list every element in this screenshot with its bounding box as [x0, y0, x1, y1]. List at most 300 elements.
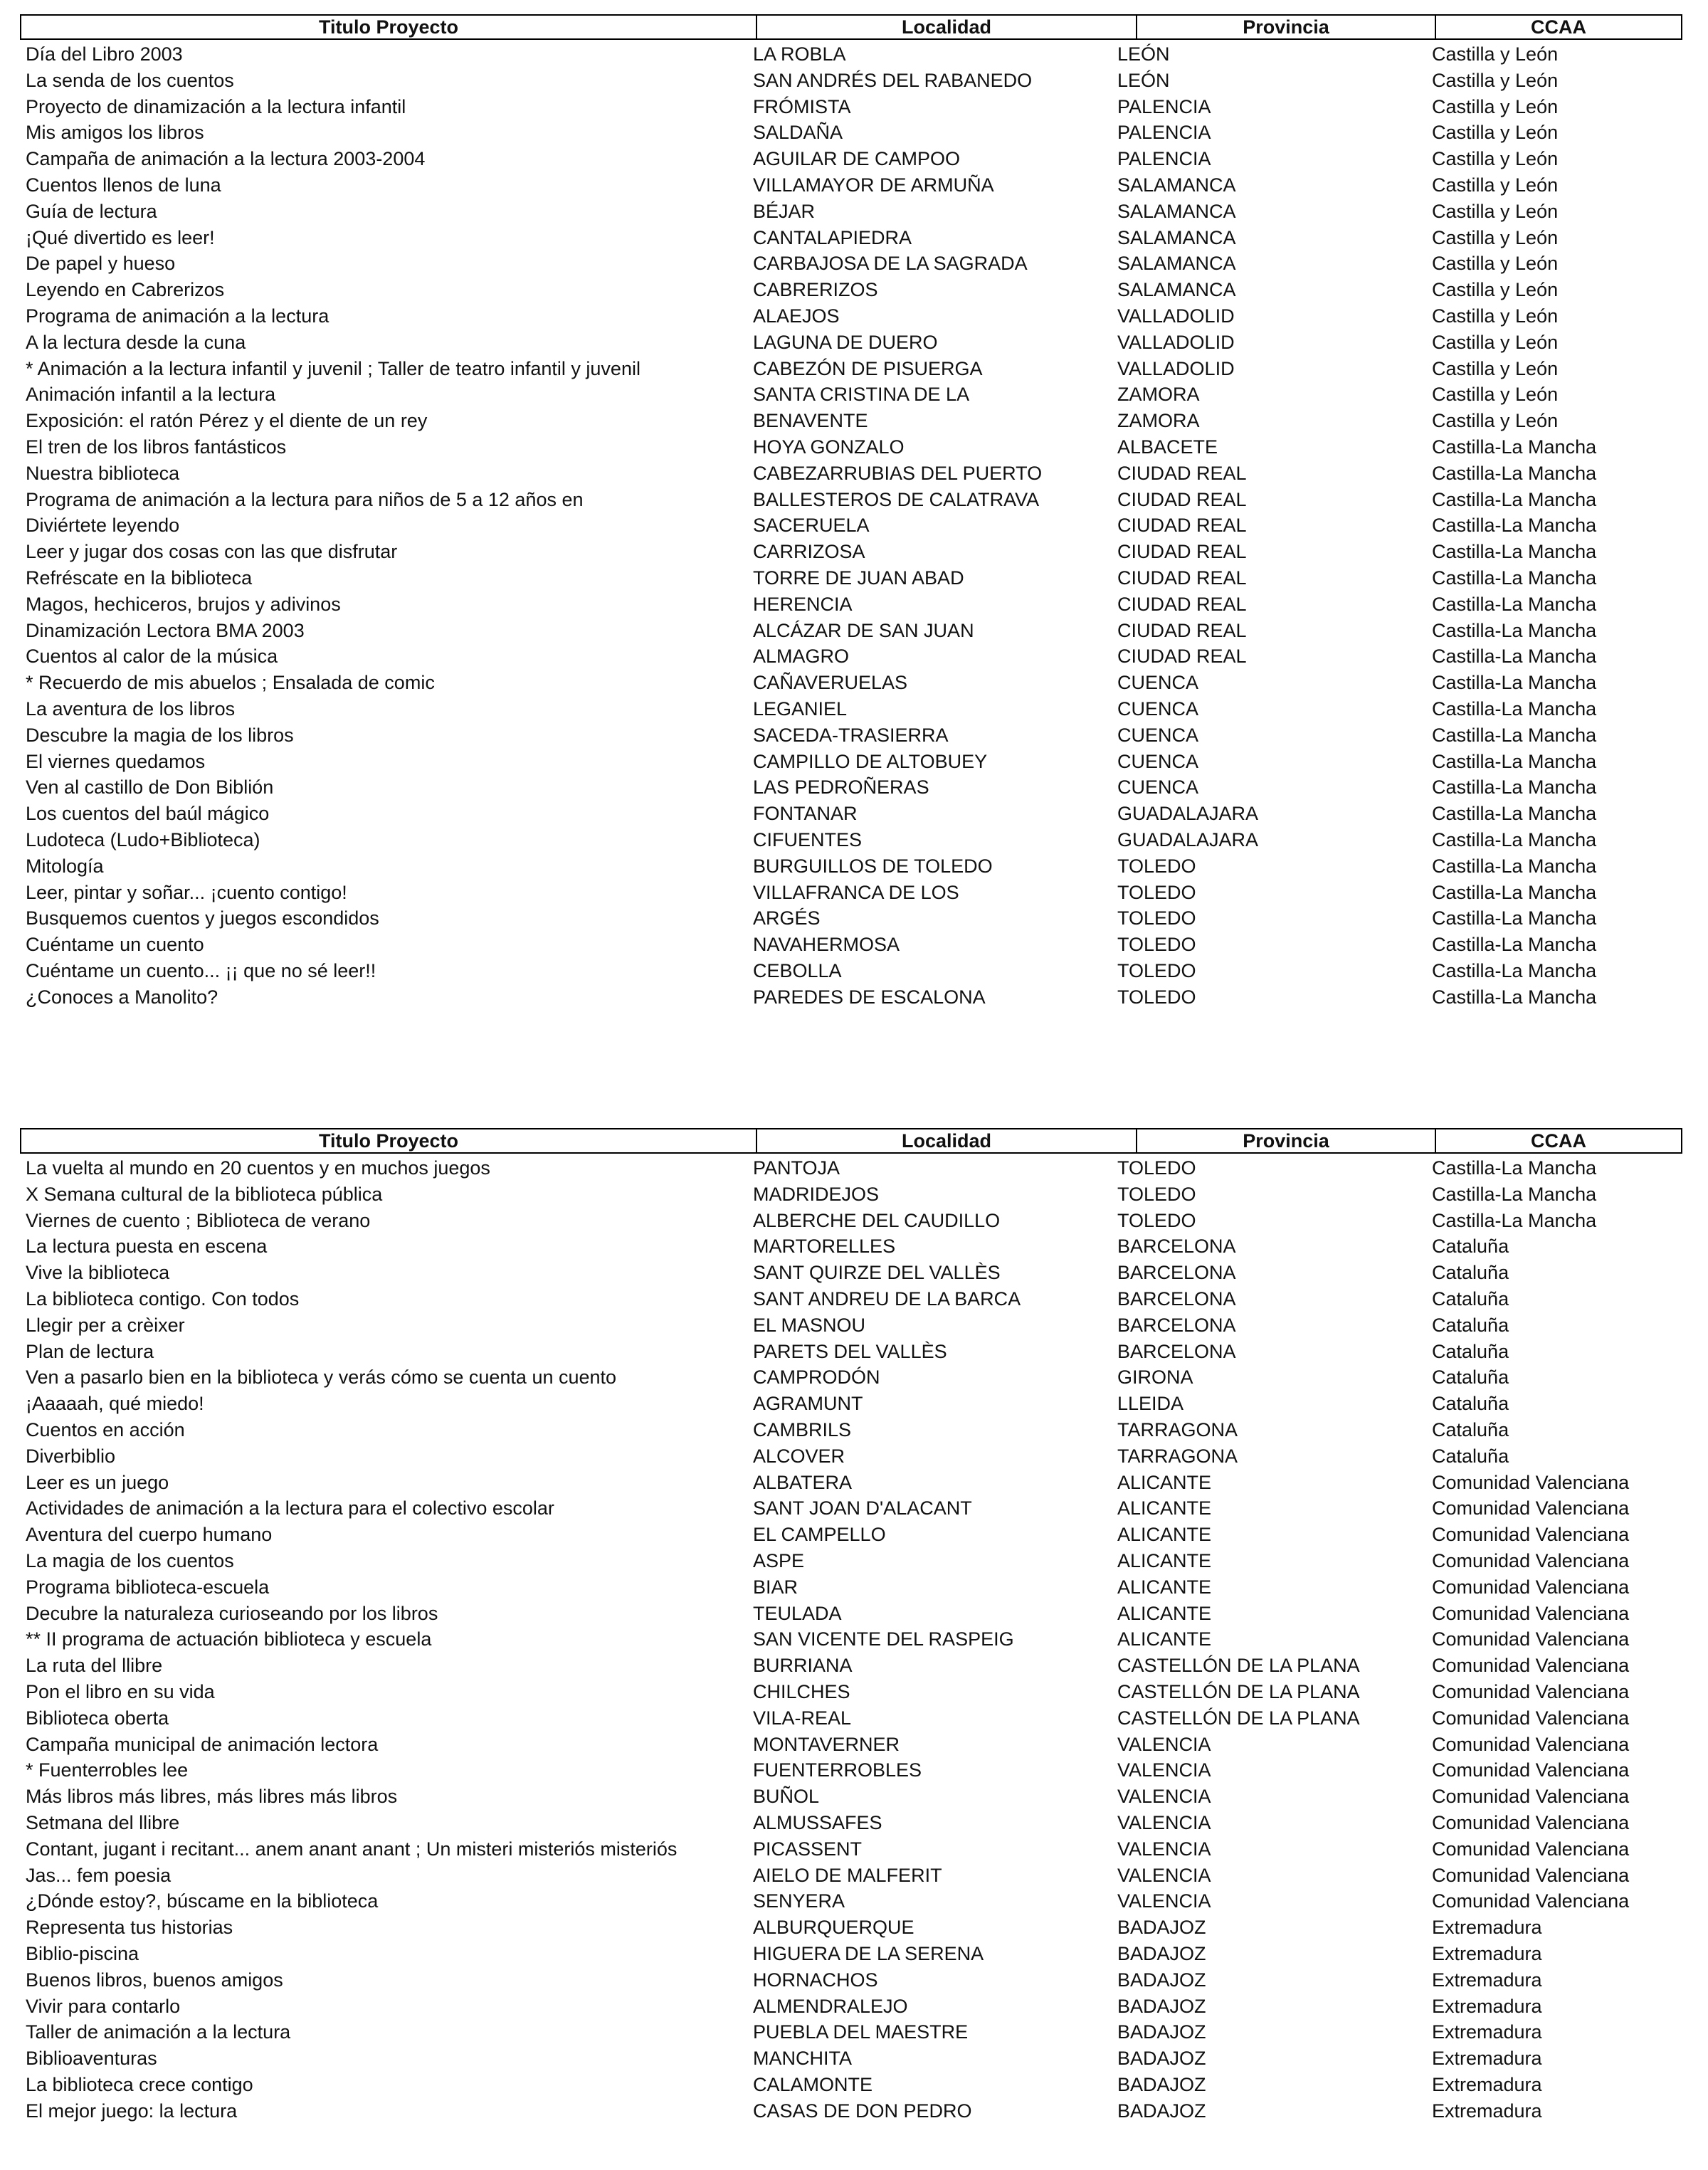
cell-titulo: Representa tus historias [26, 1917, 233, 1939]
cell-titulo: Magos, hechiceros, brujos y adivinos [26, 593, 341, 615]
cell-ccaa: Extremadura [1432, 1917, 1542, 1939]
table-row [0, 801, 1708, 827]
table-row [0, 1784, 1708, 1810]
cell-localidad: VILLAMAYOR DE ARMUÑA [753, 174, 994, 196]
cell-ccaa: Castilla y León [1432, 95, 1559, 117]
table-row [0, 512, 1708, 539]
table-row [0, 1810, 1708, 1836]
header-provincia: Provincia [1137, 1129, 1436, 1152]
cell-localidad: PUEBLA DEL MAESTRE [753, 2021, 969, 2043]
cell-titulo: ¿Conoces a Manolito? [26, 986, 218, 1008]
cell-provincia: BADAJOZ [1117, 2100, 1206, 2122]
cell-provincia: GUADALAJARA [1117, 803, 1259, 825]
cell-titulo: La biblioteca contigo. Con todos [26, 1287, 300, 1310]
cell-localidad: CANTALAPIEDRA [753, 226, 912, 248]
cell-localidad: MONTAVERNER [753, 1733, 900, 1755]
cell-titulo: De papel y hueso [26, 253, 176, 275]
cell-titulo: Pon el libro en su vida [26, 1680, 215, 1702]
table-row [0, 722, 1708, 749]
cell-localidad: HERENCIA [753, 593, 853, 615]
cell-localidad: SANT JOAN D'ALACANT [753, 1497, 972, 1519]
table-row [0, 303, 1708, 330]
cell-localidad: SALDAÑA [753, 122, 843, 144]
cell-titulo: Exposición: el ratón Pérez y el diente de un rey [26, 410, 428, 432]
cell-localidad: LAS PEDROÑERAS [753, 776, 929, 799]
cell-ccaa: Comunidad Valenciana [1432, 1707, 1630, 1729]
cell-provincia: ALICANTE [1117, 1524, 1212, 1546]
table-row [0, 1522, 1708, 1548]
cell-ccaa: Castilla y León [1432, 174, 1559, 196]
cell-localidad: AGRAMUNT [753, 1393, 863, 1415]
cell-provincia: TOLEDO [1117, 1209, 1196, 1231]
header-ccaa: CCAA [1531, 16, 1586, 38]
cell-ccaa: Comunidad Valenciana [1432, 1759, 1630, 1781]
cell-titulo: Taller de animación a la lectura [26, 2021, 291, 2043]
cell-titulo: La ruta del llibre [26, 1655, 163, 1677]
cell-localidad: SANT ANDREU DE LA BARCA [753, 1287, 1021, 1310]
cell-titulo: Cuéntame un cuento [26, 934, 204, 956]
cell-provincia: ALICANTE [1117, 1628, 1212, 1650]
cell-ccaa: Castilla-La Mancha [1432, 1157, 1597, 1179]
table-row [0, 2045, 1708, 2072]
cell-ccaa: Castilla y León [1432, 410, 1559, 432]
cell-provincia: CIUDAD REAL [1117, 462, 1247, 484]
cell-localidad: CAMPRODÓN [753, 1366, 880, 1389]
cell-provincia: SALAMANCA [1117, 200, 1236, 222]
header-localidad: Localidad [757, 1129, 1137, 1152]
table-row [0, 1574, 1708, 1601]
cell-localidad: ARGÉS [753, 907, 821, 929]
cell-titulo: A la lectura desde la cuna [26, 331, 246, 353]
cell-localidad: VILLAFRANCA DE LOS [753, 881, 959, 903]
table-row [0, 539, 1708, 565]
cell-titulo: * Recuerdo de mis abuelos ; Ensalada de comic [26, 672, 435, 694]
cell-provincia: ALICANTE [1117, 1576, 1212, 1598]
cell-provincia: CIUDAD REAL [1117, 619, 1247, 641]
cell-ccaa: Castilla y León [1432, 148, 1559, 170]
cell-titulo: Jas... fem poesia [26, 1864, 172, 1886]
table-row [0, 41, 1708, 68]
cell-provincia: CIUDAD REAL [1117, 646, 1247, 668]
table-row [0, 1208, 1708, 1234]
cell-provincia: CIUDAD REAL [1117, 541, 1247, 563]
cell-provincia: SALAMANCA [1117, 279, 1236, 301]
table-row [0, 1914, 1708, 1941]
cell-localidad: BENAVENTE [753, 410, 868, 432]
table-row [0, 1548, 1708, 1574]
cell-provincia: VALLADOLID [1117, 357, 1235, 379]
cell-provincia: VALENCIA [1117, 1786, 1211, 1808]
cell-localidad: CHILCHES [753, 1680, 850, 1702]
table-row [0, 1941, 1708, 1967]
cell-provincia: CUENCA [1117, 776, 1199, 799]
cell-provincia: ZAMORA [1117, 410, 1200, 432]
cell-ccaa: Extremadura [1432, 2073, 1542, 2095]
cell-provincia: BARCELONA [1117, 1236, 1236, 1258]
cell-provincia: CUENCA [1117, 697, 1199, 720]
table-row [0, 853, 1708, 880]
table-row [0, 225, 1708, 251]
table-row [0, 1443, 1708, 1470]
cell-ccaa: Extremadura [1432, 1995, 1542, 2017]
cell-ccaa: Castilla-La Mancha [1432, 803, 1597, 825]
cell-provincia: CUENCA [1117, 750, 1199, 772]
cell-localidad: CABEZARRUBIAS DEL PUERTO [753, 462, 1043, 484]
cell-localidad: ALBURQUERQUE [753, 1917, 914, 1939]
table-row [0, 643, 1708, 670]
cell-localidad: PANTOJA [753, 1157, 840, 1179]
table-row [0, 984, 1708, 1011]
cell-ccaa: Comunidad Valenciana [1432, 1890, 1630, 1912]
table-row [0, 591, 1708, 618]
cell-ccaa: Comunidad Valenciana [1432, 1628, 1630, 1650]
table-body [0, 41, 1708, 1010]
cell-titulo: Ven al castillo de Don Biblión [26, 776, 274, 799]
cell-provincia: TOLEDO [1117, 1183, 1196, 1205]
projects-table-2 [0, 1128, 1708, 2124]
cell-ccaa: Castilla y León [1432, 305, 1559, 327]
cell-titulo: Vivir para contarlo [26, 1995, 181, 2017]
cell-provincia: BADAJOZ [1117, 2048, 1206, 2070]
cell-provincia: TOLEDO [1117, 1157, 1196, 1179]
table-row [0, 1601, 1708, 1627]
table-row [0, 1155, 1708, 1181]
cell-localidad: CEBOLLA [753, 959, 842, 981]
cell-localidad: CARBAJOSA DE LA SAGRADA [753, 253, 1028, 275]
table-row [0, 1364, 1708, 1391]
cell-titulo: Campaña de animación a la lectura 2003-2004 [26, 148, 426, 170]
cell-provincia: PALENCIA [1117, 148, 1211, 170]
cell-ccaa: Castilla-La Mancha [1432, 567, 1597, 589]
cell-titulo: Diviértete leyendo [26, 515, 180, 537]
cell-localidad: ASPE [753, 1549, 805, 1571]
cell-titulo: ¡Qué divertido es leer! [26, 226, 215, 248]
cell-provincia: VALENCIA [1117, 1864, 1211, 1886]
cell-titulo: Proyecto de dinamización a la lectura infantil [26, 95, 406, 117]
cell-titulo: Animación infantil a la lectura [26, 384, 276, 406]
table-row [0, 1495, 1708, 1522]
cell-provincia: GUADALAJARA [1117, 828, 1259, 850]
cell-titulo: Mis amigos los libros [26, 122, 204, 144]
cell-provincia: BARCELONA [1117, 1340, 1236, 1362]
cell-localidad: BURRIANA [753, 1655, 853, 1677]
header-localidad: Localidad [757, 16, 1137, 38]
cell-titulo: Busquemos cuentos y juegos escondidos [26, 907, 379, 929]
cell-ccaa: Cataluña [1432, 1418, 1509, 1440]
cell-localidad: CAÑAVERUELAS [753, 672, 908, 694]
cell-localidad: PARETS DEL VALLÈS [753, 1340, 947, 1362]
cell-titulo: La biblioteca crece contigo [26, 2073, 253, 2095]
cell-provincia: BADAJOZ [1117, 2073, 1206, 2095]
cell-localidad: ALMENDRALEJO [753, 1995, 908, 2017]
cell-localidad: ALCOVER [753, 1445, 845, 1467]
cell-provincia: PALENCIA [1117, 122, 1211, 144]
cell-localidad: SANTA CRISTINA DE LA [753, 384, 970, 406]
table-row [0, 1181, 1708, 1208]
cell-localidad: BURGUILLOS DE TOLEDO [753, 855, 993, 877]
cell-titulo: Vive la biblioteca [26, 1262, 170, 1284]
cell-titulo: Cuentos en acción [26, 1418, 185, 1440]
table-row [0, 696, 1708, 722]
cell-localidad: CARRIZOSA [753, 541, 865, 563]
cell-ccaa: Castilla-La Mancha [1432, 672, 1597, 694]
cell-ccaa: Castilla y León [1432, 279, 1559, 301]
cell-ccaa: Castilla-La Mancha [1432, 881, 1597, 903]
cell-ccaa: Comunidad Valenciana [1432, 1733, 1630, 1755]
table-row [0, 749, 1708, 775]
cell-titulo: Biblioaventuras [26, 2048, 157, 2070]
cell-localidad: SAN ANDRÉS DEL RABANEDO [753, 69, 1033, 91]
cell-titulo: Leer es un juego [26, 1471, 169, 1493]
cell-provincia: VALLADOLID [1117, 305, 1235, 327]
cell-ccaa: Comunidad Valenciana [1432, 1864, 1630, 1886]
table-row [0, 774, 1708, 801]
cell-titulo: Cuéntame un cuento... ¡¡ que no sé leer!! [26, 959, 376, 981]
table-row [0, 565, 1708, 591]
table-row [0, 1417, 1708, 1443]
cell-ccaa: Castilla y León [1432, 226, 1559, 248]
cell-ccaa: Castilla-La Mancha [1432, 907, 1597, 929]
table-row [0, 1757, 1708, 1784]
cell-provincia: VALENCIA [1117, 1890, 1211, 1912]
cell-ccaa: Castilla-La Mancha [1432, 541, 1597, 563]
table-row [0, 1391, 1708, 1417]
cell-provincia: PALENCIA [1117, 95, 1211, 117]
cell-ccaa: Extremadura [1432, 2100, 1542, 2122]
cell-ccaa: Castilla-La Mancha [1432, 488, 1597, 510]
cell-provincia: CIUDAD REAL [1117, 593, 1247, 615]
cell-provincia: ALICANTE [1117, 1497, 1212, 1519]
cell-titulo: Los cuentos del baúl mágico [26, 803, 270, 825]
cell-titulo: Día del Libro 2003 [26, 43, 183, 65]
cell-ccaa: Castilla y León [1432, 43, 1559, 65]
table-row [0, 2072, 1708, 2098]
cell-localidad: ALAEJOS [753, 305, 840, 327]
cell-titulo: El viernes quedamos [26, 750, 206, 772]
table-row [0, 460, 1708, 487]
table-row [0, 958, 1708, 984]
cell-ccaa: Castilla-La Mancha [1432, 515, 1597, 537]
cell-titulo: Biblioteca oberta [26, 1707, 169, 1729]
cell-ccaa: Cataluña [1432, 1287, 1509, 1310]
cell-provincia: TOLEDO [1117, 907, 1196, 929]
cell-ccaa: Cataluña [1432, 1340, 1509, 1362]
cell-ccaa: Comunidad Valenciana [1432, 1549, 1630, 1571]
cell-localidad: SACEDA-TRASIERRA [753, 724, 949, 746]
cell-provincia: CASTELLÓN DE LA PLANA [1117, 1707, 1360, 1729]
cell-ccaa: Castilla-La Mancha [1432, 697, 1597, 720]
cell-localidad: HORNACHOS [753, 1969, 878, 1991]
table-row [0, 905, 1708, 932]
cell-localidad: TEULADA [753, 1602, 842, 1624]
cell-provincia: ZAMORA [1117, 384, 1200, 406]
cell-ccaa: Comunidad Valenciana [1432, 1786, 1630, 1808]
cell-ccaa: Castilla-La Mancha [1432, 646, 1597, 668]
cell-ccaa: Castilla-La Mancha [1432, 750, 1597, 772]
cell-ccaa: Comunidad Valenciana [1432, 1576, 1630, 1598]
cell-localidad: CABEZÓN DE PISUERGA [753, 357, 983, 379]
cell-titulo: Cuentos al calor de la música [26, 646, 278, 668]
cell-ccaa: Cataluña [1432, 1314, 1509, 1336]
cell-titulo: ¡Aaaaah, qué miedo! [26, 1393, 204, 1415]
cell-localidad: SENYERA [753, 1890, 845, 1912]
cell-provincia: CUENCA [1117, 672, 1199, 694]
cell-localidad: CAMPILLO DE ALTOBUEY [753, 750, 988, 772]
cell-ccaa: Comunidad Valenciana [1432, 1471, 1630, 1493]
cell-titulo: La senda de los cuentos [26, 69, 234, 91]
cell-ccaa: Extremadura [1432, 2021, 1542, 2043]
cell-titulo: ** II programa de actuación biblioteca y escuela [26, 1628, 432, 1650]
cell-titulo: Decubre la naturaleza curioseando por los libros [26, 1602, 438, 1624]
cell-ccaa: Castilla y León [1432, 384, 1559, 406]
table-row [0, 381, 1708, 408]
cell-localidad: NAVAHERMOSA [753, 934, 900, 956]
table-row [0, 1312, 1708, 1339]
cell-titulo: La vuelta al mundo en 20 cuentos y en muchos juegos [26, 1157, 490, 1179]
cell-ccaa: Castilla y León [1432, 357, 1559, 379]
cell-ccaa: Castilla y León [1432, 122, 1559, 144]
table-row [0, 1233, 1708, 1260]
cell-localidad: ALMAGRO [753, 646, 850, 668]
cell-titulo: Leer, pintar y soñar... ¡cuento contigo! [26, 881, 347, 903]
cell-titulo: La lectura puesta en escena [26, 1236, 268, 1258]
cell-titulo: El tren de los libros fantásticos [26, 436, 287, 458]
table-row [0, 1993, 1708, 2020]
cell-titulo: ¿Dónde estoy?, búscame en la biblioteca [26, 1890, 379, 1912]
cell-titulo: * Animación a la lectura infantil y juvenil ; Taller de teatro infantil y juvenil [26, 357, 640, 379]
table-row [0, 1863, 1708, 1889]
cell-localidad: PAREDES DE ESCALONA [753, 986, 986, 1008]
cell-localidad: CASAS DE DON PEDRO [753, 2100, 972, 2122]
cell-titulo: Ven a pasarlo bien en la biblioteca y verás cómo se cuenta un cuento [26, 1366, 617, 1389]
cell-localidad: ALBATERA [753, 1471, 853, 1493]
cell-provincia: ALICANTE [1117, 1549, 1212, 1571]
header-provincia: Provincia [1137, 16, 1436, 38]
table-row [0, 1339, 1708, 1365]
cell-titulo: Viernes de cuento ; Biblioteca de verano [26, 1209, 371, 1231]
table-header [20, 14, 1682, 40]
cell-titulo: Dinamización Lectora BMA 2003 [26, 619, 305, 641]
cell-titulo: Buenos libros, buenos amigos [26, 1969, 283, 1991]
cell-localidad: CAMBRILS [753, 1418, 852, 1440]
cell-localidad: VILA-REAL [753, 1707, 852, 1729]
cell-ccaa: Cataluña [1432, 1445, 1509, 1467]
cell-localidad: BÉJAR [753, 200, 816, 222]
cell-titulo: Ludoteca (Ludo+Biblioteca) [26, 828, 260, 850]
cell-localidad: SANT QUIRZE DEL VALLÈS [753, 1262, 1001, 1284]
table-row [0, 1626, 1708, 1653]
cell-ccaa: Comunidad Valenciana [1432, 1497, 1630, 1519]
table-row [0, 2098, 1708, 2124]
cell-ccaa: Castilla-La Mancha [1432, 436, 1597, 458]
cell-titulo: Leyendo en Cabrerizos [26, 279, 225, 301]
cell-provincia: VALENCIA [1117, 1759, 1211, 1781]
cell-localidad: LA ROBLA [753, 43, 846, 65]
cell-localidad: AIELO DE MALFERIT [753, 1864, 942, 1886]
cell-ccaa: Comunidad Valenciana [1432, 1524, 1630, 1546]
cell-provincia: TOLEDO [1117, 959, 1196, 981]
cell-localidad: FRÓMISTA [753, 95, 851, 117]
cell-ccaa: Castilla-La Mancha [1432, 959, 1597, 981]
cell-ccaa: Castilla-La Mancha [1432, 462, 1597, 484]
cell-titulo: Actividades de animación a la lectura para el colectivo escolar [26, 1497, 554, 1519]
cell-provincia: BADAJOZ [1117, 1995, 1206, 2017]
cell-provincia: VALENCIA [1117, 1733, 1211, 1755]
table-row [0, 1679, 1708, 1705]
cell-ccaa: Castilla-La Mancha [1432, 934, 1597, 956]
cell-localidad: MARTORELLES [753, 1236, 896, 1258]
cell-provincia: BADAJOZ [1117, 1917, 1206, 1939]
cell-ccaa: Comunidad Valenciana [1432, 1655, 1630, 1677]
cell-titulo: La aventura de los libros [26, 697, 236, 720]
header-ccaa: CCAA [1531, 1130, 1586, 1152]
cell-ccaa: Castilla-La Mancha [1432, 855, 1597, 877]
cell-provincia: TOLEDO [1117, 881, 1196, 903]
table-row [0, 94, 1708, 120]
cell-titulo: Nuestra biblioteca [26, 462, 180, 484]
cell-provincia: CIUDAD REAL [1117, 567, 1247, 589]
table-row [0, 251, 1708, 277]
table-row [0, 330, 1708, 356]
table-row [0, 199, 1708, 225]
cell-localidad: ALMUSSAFES [753, 1811, 882, 1833]
cell-ccaa: Castilla y León [1432, 69, 1559, 91]
table-row [0, 932, 1708, 958]
cell-localidad: TORRE DE JUAN ABAD [753, 567, 964, 589]
cell-localidad: BUÑOL [753, 1786, 820, 1808]
table-row [0, 1732, 1708, 1758]
cell-localidad: LAGUNA DE DUERO [753, 331, 938, 353]
cell-localidad: EL MASNOU [753, 1314, 866, 1336]
cell-provincia: CASTELLÓN DE LA PLANA [1117, 1680, 1360, 1702]
cell-provincia: TARRAGONA [1117, 1418, 1238, 1440]
cell-titulo: Campaña municipal de animación lectora [26, 1733, 379, 1755]
cell-ccaa: Cataluña [1432, 1366, 1509, 1389]
cell-ccaa: Castilla-La Mancha [1432, 986, 1597, 1008]
cell-localidad: PICASSENT [753, 1838, 863, 1860]
header-titulo: Titulo Proyecto [21, 1129, 757, 1152]
cell-provincia: CASTELLÓN DE LA PLANA [1117, 1655, 1360, 1677]
table-row [0, 1286, 1708, 1312]
cell-provincia: ALBACETE [1117, 436, 1218, 458]
cell-titulo: Leer y jugar dos cosas con las que disfrutar [26, 541, 398, 563]
cell-titulo: La magia de los cuentos [26, 1549, 234, 1571]
cell-provincia: BADAJOZ [1117, 1969, 1206, 1991]
cell-provincia: BARCELONA [1117, 1314, 1236, 1336]
table-row [0, 68, 1708, 94]
cell-ccaa: Castilla-La Mancha [1432, 619, 1597, 641]
table-row [0, 827, 1708, 853]
table-row [0, 1653, 1708, 1679]
table-row [0, 1888, 1708, 1914]
cell-provincia: CUENCA [1117, 724, 1199, 746]
cell-provincia: BADAJOZ [1117, 2021, 1206, 2043]
cell-provincia: TARRAGONA [1117, 1445, 1238, 1467]
cell-localidad: HIGUERA DE LA SERENA [753, 1942, 984, 1964]
table-row [0, 146, 1708, 172]
cell-provincia: TOLEDO [1117, 986, 1196, 1008]
cell-ccaa: Cataluña [1432, 1262, 1509, 1284]
cell-ccaa: Castilla-La Mancha [1432, 1209, 1597, 1231]
table-row [0, 1705, 1708, 1732]
cell-localidad: ALCÁZAR DE SAN JUAN [753, 619, 974, 641]
cell-ccaa: Castilla-La Mancha [1432, 1183, 1597, 1205]
cell-provincia: SALAMANCA [1117, 253, 1236, 275]
cell-provincia: LLEIDA [1117, 1393, 1184, 1415]
cell-localidad: FUENTERROBLES [753, 1759, 922, 1781]
cell-ccaa: Comunidad Valenciana [1432, 1811, 1630, 1833]
table-row [0, 880, 1708, 906]
